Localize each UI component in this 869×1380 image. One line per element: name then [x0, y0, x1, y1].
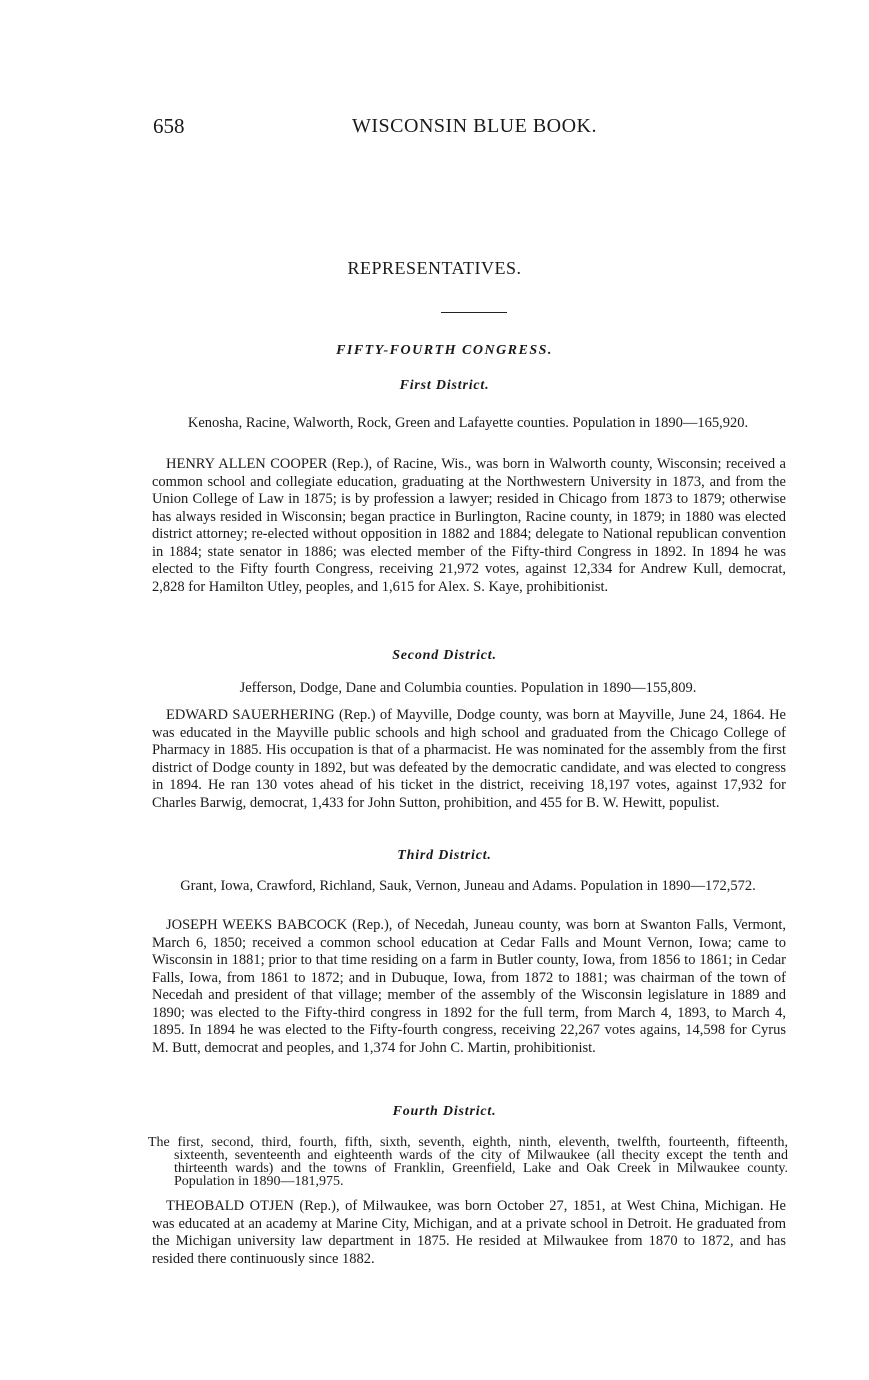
district-counties-second: Jefferson, Dodge, Dane and Columbia counties. Population in 1890—155,809. [239, 680, 697, 696]
district-heading-fourth: Fourth District. [392, 1104, 497, 1119]
district-bio-second: EDWARD SAUERHERING (Rep.) of Mayville, Dodge county, was born at Mayville, June 24, 1864. He was educated in the Mayville public schools and high school and graduated from the Chicago College of Pharmacy in 1885. His occupation is that of a pharmacist. He was nominated for the assembly from the first district of Dodge county in 1892, but was defeated by the democratic candidate, and was elected to congress in 1894. He ran 130 votes ahead of his ticket in the district, receiving 18,197 votes, against 17,932 for Charles Barwig, democrat, 1,433 for John Sutton, prohibition, and 455 for B. W. Hewitt, populist. [152, 707, 786, 811]
district-heading-second: Second District. [392, 648, 497, 663]
district-heading-third: Third District. [397, 848, 492, 863]
district-counties-third: Grant, Iowa, Crawford, Richland, Sauk, Vernon, Juneau and Adams. Population in 1890—172,572. [180, 878, 756, 894]
district-bio-third: JOSEPH WEEKS BABCOCK (Rep.), of Necedah, Juneau county, was born at Swanton Falls, Vermont, March 6, 1850; received a common school education at Cedar Falls and Mount Vernon, Iowa; came to Wisconsin in 1881; prior to that time residing on a farm in Butler county, Iowa, from 1856 to 1861; in Cedar Falls, Iowa, from 1861 to 1872; and in Dubuque, Iowa, from 1872 to 1881; was chairman of the town of Necedah and president of that village; member of the assembly of the Wisconsin legislature in 1889 and 1890; was elected to the Fifty-third congress in 1892 for the full term, from March 4, 1893, to March 4, 1895. In 1894 he was elected to the Fifty-fourth congress, receiving 22,267 votes agains, 14,598 for Cyrus M. Butt, democrat and peoples, and 1,374 for John C. Martin, prohibitionist. [152, 917, 786, 1056]
district-heading-first: First District. [399, 378, 490, 393]
district-counties-first: Kenosha, Racine, Walworth, Rock, Green and Lafayette counties. Population in 1890—165,920. [187, 415, 749, 431]
district-bio-fourth: THEOBALD OTJEN (Rep.), of Milwaukee, was born October 27, 1851, at West China, Michigan. He was educated at an academy at Marine City, Michigan, and at a private school in Detroit. He graduated from the Michigan university law department in 1875. He resided at Milwaukee from 1870 to 1872, and has resided there continuously since 1882. [152, 1198, 786, 1267]
congress-heading: FIFTY-FOURTH CONGRESS. [336, 343, 553, 358]
title-rule [441, 312, 507, 313]
district-bio-first: HENRY ALLEN COOPER (Rep.), of Racine, Wis., was born in Walworth county, Wisconsin; received a common school and collegiate education, graduating at the Northwestern University in 1873, and from the Union College of Law in 1875; is by profession a lawyer; resided in Chicago from 1873 to 1879; otherwise has always resided in Wisconsin; began practice in Burlington, Racine county, in 1879; in 1880 was elected district attorney; re-elected without opposition in 1882 and 1884; delegate to National republican convention in 1884; state senator in 1886; was elected member of the Fifty-third Congress in 1892. In 1894 he was elected to the Fifty fourth Congress, receiving 21,972 votes, against 12,334 for Andrew Kull, democrat, 2,828 for Hamilton Utley, peoples, and 1,615 for Alex. S. Kaye, prohibitionist. [152, 456, 786, 595]
page-number: 658 [153, 114, 185, 138]
district-counties-fourth: The first, second, third, fourth, fifth, sixth, seventh, eighth, ninth, eleventh, twelfth, fourteenth, fifteenth, sixteenth, seventeenth and eighteenth wards of the city of Milwaukee (all thecity except the tenth and thirteenth wards) and the towns of Franklin, Greenfield, Lake and Oak Creek in Milwaukee county. Population in 1890—181,975. [148, 1135, 788, 1189]
running-title: WISCONSIN BLUE BOOK. [352, 115, 597, 137]
section-title: REPRESENTATIVES. [347, 258, 522, 278]
